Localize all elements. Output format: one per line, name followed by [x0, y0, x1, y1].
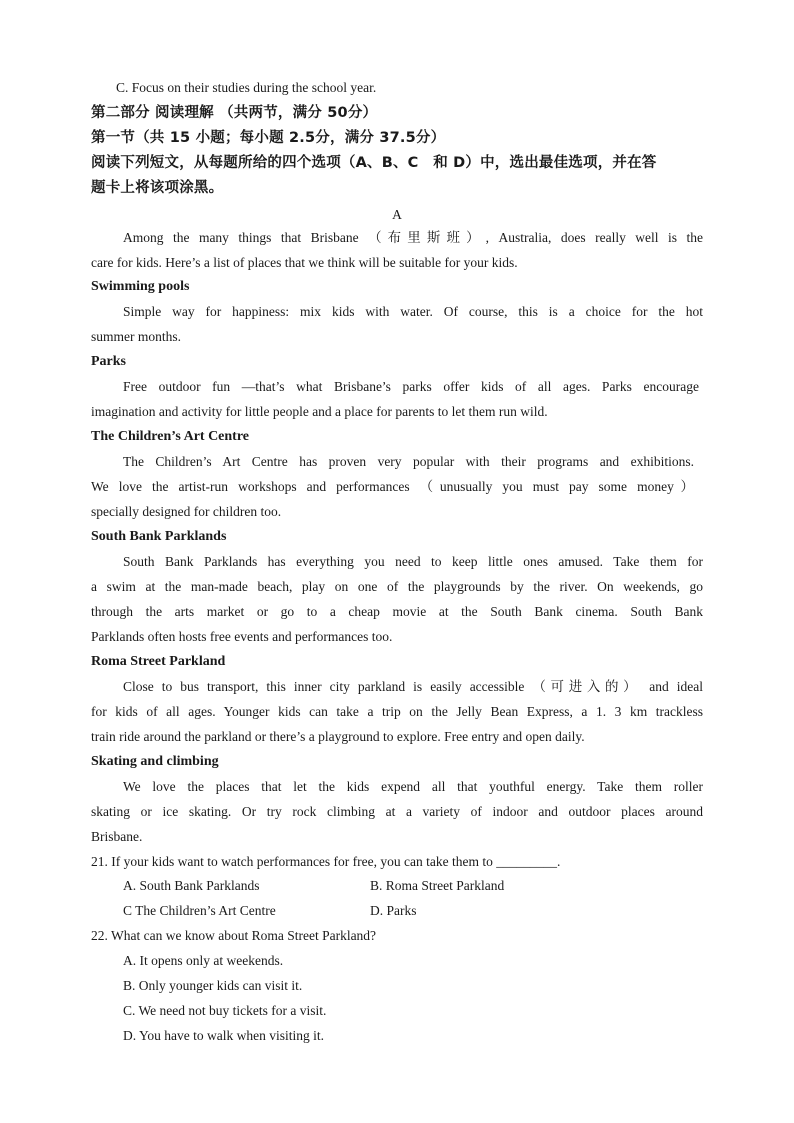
art-centre-line-2: We love the artist-run workshops and performances （unusually you must pay some money） — [91, 479, 694, 494]
skating-climbing-line-2: skating or ice skating. Or try rock climbing at a variety of indoor and outdoor places around — [91, 804, 703, 819]
south-bank-line-3: through the arts market or go to a cheap movie at the South Bank cinema. South Bank — [91, 604, 703, 619]
question-21-option-a: A. South Bank Parklands — [123, 878, 260, 893]
south-bank-line-2: a swim at the man-made beach, play on one of the playgrounds by the river. On weekends, go — [91, 579, 703, 594]
section-heading-art-centre: The Children’s Art Centre — [91, 429, 250, 444]
roma-street-line-2: for kids of all ages. Younger kids can take a trip on the Jelly Bean Express, a 1. 3 km trackless — [91, 704, 703, 719]
intro-line-2: care for kids. Here’s a list of places that we think will be suitable for your kids. — [91, 255, 518, 270]
question-22-option-d: D. You have to walk when visiting it. — [123, 1028, 324, 1043]
section-heading-parks: Parks — [91, 354, 126, 369]
passage-letter: A — [392, 207, 402, 222]
section1-title: 第一节（共 15 小题；每小题 2.5分，满分 37.5分） — [91, 130, 446, 146]
question-22-option-a: A. It opens only at weekends. — [123, 953, 284, 968]
question-21-option-d: D. Parks — [370, 903, 417, 918]
question-21-option-c: C The Children’s Art Centre — [123, 903, 276, 918]
section-heading-south-bank: South Bank Parklands — [91, 529, 227, 544]
roma-street-line-1: Close to bus transport, this inner city parkland is easily accessible （可进入的） and ideal — [123, 679, 703, 694]
swimming-pools-line-2: summer months. — [91, 329, 181, 344]
question-22-option-b: B. Only younger kids can visit it. — [123, 978, 303, 993]
instructions-line-2: 题卡上将该项涂黑。 — [91, 180, 224, 196]
instructions-line-1: 阅读下列短文，从每题所给的四个选项（A、B、C 和 D）中，选出最佳选项，并在答 — [91, 155, 657, 171]
intro-line-1: Among the many things that Brisbane （布里斯班）, Australia, does really well is the — [123, 230, 703, 245]
question-22-stem: 22. What can we know about Roma Street Parkland? — [91, 928, 377, 943]
south-bank-line-1: South Bank Parklands has everything you need to keep little ones amused. Take them for — [123, 554, 703, 569]
question-22-option-c: C. We need not buy tickets for a visit. — [123, 1003, 327, 1018]
section-heading-skating-climbing: Skating and climbing — [91, 754, 219, 769]
section-heading-swimming-pools: Swimming pools — [91, 279, 190, 294]
question-21-stem: 21. If your kids want to watch performances for free, you can take them to _________. — [91, 854, 561, 869]
question-21-option-b: B. Roma Street Parkland — [370, 878, 505, 893]
art-centre-line-1: The Children’s Art Centre has proven very popular with their programs and exhibitions. — [123, 454, 694, 469]
art-centre-line-3: specially designed for children too. — [91, 504, 282, 519]
swimming-pools-line-1: Simple way for happiness: mix kids with water. Of course, this is a choice for the hot — [123, 304, 703, 319]
section-heading-roma-street: Roma Street Parkland — [91, 654, 226, 669]
skating-climbing-line-3: Brisbane. — [91, 829, 143, 844]
parks-line-1: Free outdoor fun —that’s what Brisbane’s parks offer kids of all ages. Parks encourage — [123, 379, 699, 394]
south-bank-line-4: Parklands often hosts free events and performances too. — [91, 629, 393, 644]
part2-title: 第二部分 阅读理解 （共两节，满分 50分） — [91, 105, 378, 121]
roma-street-line-3: train ride around the parkland or there’s a playground to explore. Free entry and open daily. — [91, 729, 585, 744]
previous-option-c: C. Focus on their studies during the school year. — [116, 80, 377, 95]
parks-line-2: imagination and activity for little people and a place for parents to let them run wild. — [91, 404, 548, 419]
skating-climbing-line-1: We love the places that let the kids expend all that youthful energy. Take them roller — [123, 779, 703, 794]
